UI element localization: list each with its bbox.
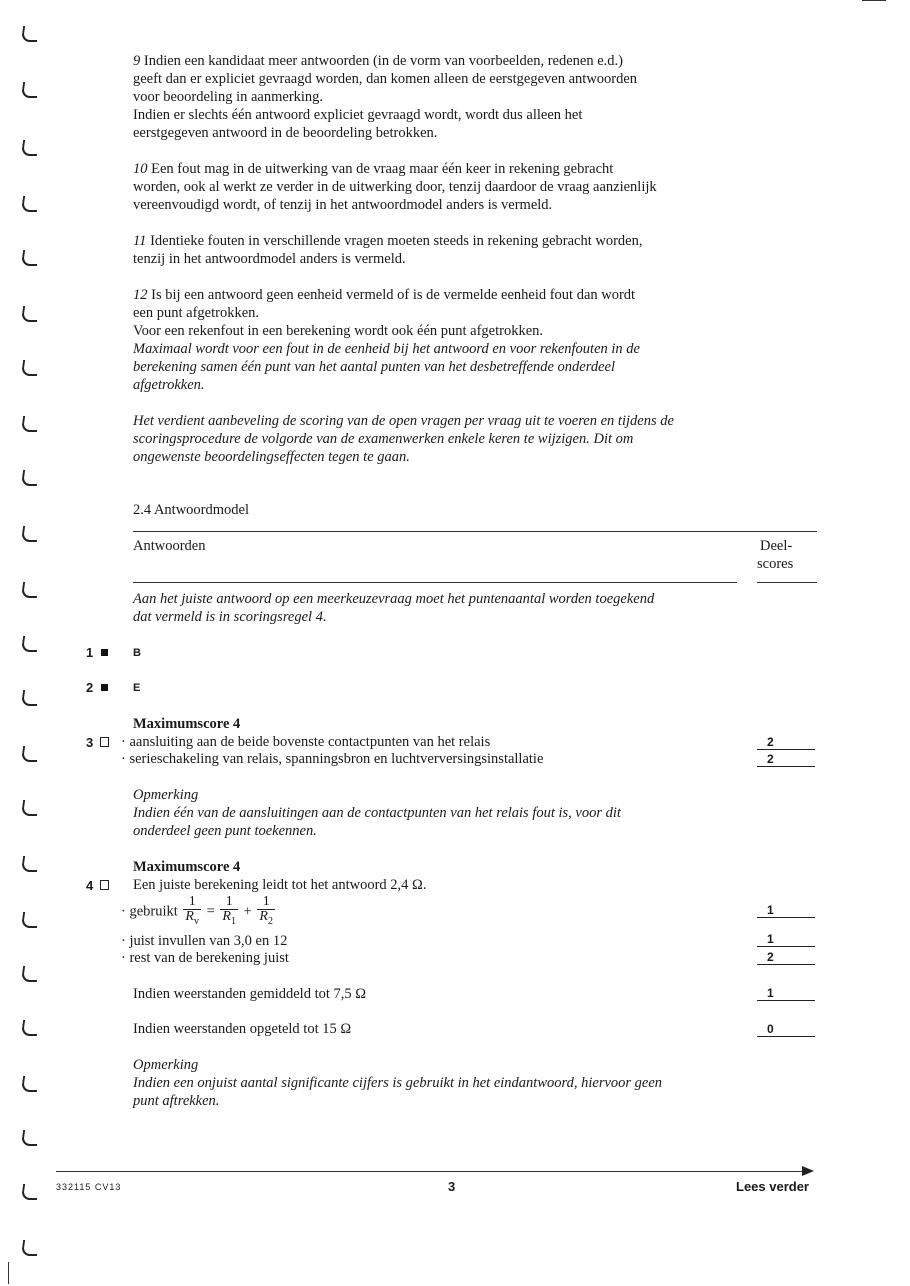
alternative-case: Indien weerstanden opgeteld tot 15 Ω [133, 1021, 352, 1037]
binder-hook-mark [21, 140, 39, 156]
column-header-scores: scores [757, 556, 794, 572]
binder-hook-mark [21, 196, 39, 212]
formula-prefix: · gebruikt [121, 903, 178, 920]
rule-italic-text: berekening samen één punt van het aantal punten van het desbetreffende onderdeel [133, 359, 615, 375]
partial-score: 1 [757, 932, 815, 947]
rule-text: voor beoordeling in aanmerking. [133, 89, 324, 105]
rule-number: 12 [133, 287, 148, 303]
fraction: $\frac{1}{R_2}$ [259, 894, 273, 927]
remark-text: Indien een onjuist aantal significante cijfers is gebruikt in het eindantwoord, hiervoor geen [133, 1075, 663, 1091]
exam-code: 332115 CV13 [56, 1182, 122, 1192]
question-number: 2 [86, 680, 94, 695]
rule-text: tenzij in het antwoordmodel anders is vermeld. [133, 251, 406, 267]
rule-number: 11 [133, 233, 147, 249]
scores-header-rule [757, 582, 817, 583]
binder-hook-mark [21, 526, 39, 542]
scoring-item: · aansluiting aan de beide bovenste contactpunten van het relais [121, 734, 491, 750]
section-title: 2.4 Antwoordmodel [133, 502, 249, 518]
equals-sign: = [206, 903, 215, 920]
rule-italic-text: afgetrokken. [133, 377, 205, 393]
edge-mark [8, 1262, 9, 1284]
advice-text: Het verdient aanbeveling de scoring van de open vragen per vraag uit te voeren en tijdens de [133, 413, 674, 429]
rule-text: Een fout mag in de uitwerking van de vraag maar één keer in rekening gebracht [151, 161, 614, 177]
rule-text: Is bij een antwoord geen eenheid vermeld of is de vermelde eenheid fout dan wordt [151, 287, 636, 303]
rule-text: Indien er slechts één antwoord expliciet gevraagd wordt, wordt dus alleen het [133, 107, 583, 123]
max-score: Maximumscore 4 [133, 859, 241, 875]
column-header-answers: Antwoorden [133, 538, 206, 554]
binder-hook-mark [21, 26, 39, 42]
binder-hook-mark [21, 306, 39, 322]
remark-text: Indien één van de aansluitingen aan de contactpunten van het relais fout is, voor dit [133, 805, 621, 821]
partial-score: 1 [757, 986, 815, 1001]
binder-hook-mark [21, 582, 39, 598]
remark-text: onderdeel geen punt toekennen. [133, 823, 317, 839]
partial-score: 2 [757, 950, 815, 965]
rule-text: geeft dan er expliciet gevraagd worden, dan komen alleen de eerstgegeven antwoorden [133, 71, 638, 87]
rule-text: Identieke fouten in verschillende vragen moeten steeds in rekening gebracht worden, [150, 233, 643, 249]
binder-hook-mark [21, 636, 39, 652]
partial-score: 2 [757, 735, 815, 750]
advice-text: ongewenste beoordelingseffecten tegen te gaan. [133, 449, 410, 465]
answer-intro: Een juiste berekening leidt tot het antwoord 2,4 Ω. [133, 877, 427, 893]
multiple-choice-marker-icon [101, 684, 108, 691]
question-answer: E [133, 682, 141, 694]
mc-note: Aan het juiste antwoord op een meerkeuzevraag moet het puntenaantal worden toegekend [133, 591, 655, 607]
question-number: 3 [86, 735, 94, 750]
page-number: 3 [448, 1179, 456, 1194]
scoring-item: · juist invullen van 3,0 en 12 [121, 933, 288, 949]
question-number: 4 [86, 878, 94, 893]
rule-text: eerstgegeven antwoord in de beoordeling betrokken. [133, 125, 438, 141]
rule-text: vereenvoudigd wordt, of tenzij in het antwoordmodel anders is vermeld. [133, 197, 553, 213]
open-question-marker-icon [100, 737, 109, 747]
column-header-scores: Deel- [760, 538, 793, 554]
fraction: $\frac{1}{R_1}$ [222, 894, 236, 927]
binder-hook-mark [21, 360, 39, 376]
rule-text: Indien een kandidaat meer antwoorden (in de vorm van voorbeelden, redenen e.d.) [143, 53, 623, 69]
rule-number: 10 [133, 161, 148, 177]
remark-title: Opmerking [133, 787, 199, 803]
formula-line [121, 895, 277, 929]
remark-text: punt aftrekken. [133, 1093, 220, 1109]
multiple-choice-marker-icon [101, 649, 108, 656]
partial-score: 2 [757, 752, 815, 767]
table-top-rule [133, 531, 817, 532]
binder-hook-mark [21, 856, 39, 872]
binder-hook-mark [21, 912, 39, 928]
partial-score: 0 [757, 1022, 815, 1037]
fraction: $\frac{1}{R_v}$ [185, 894, 199, 927]
binder-hook-mark [21, 800, 39, 816]
partial-score: 1 [757, 903, 815, 918]
rule-italic-text: Maximaal wordt voor een fout in de eenheid bij het antwoord en voor rekenfouten in de [133, 341, 640, 357]
advice-text: scoringsprocedure de volgorde van de examenwerken enkele keren te wijzigen. Dit om [133, 431, 634, 447]
binder-hook-mark [21, 1184, 39, 1200]
binder-hook-mark [21, 1240, 39, 1256]
binder-hook-mark [21, 690, 39, 706]
plus-sign: + [243, 903, 252, 920]
binder-hook-mark [21, 250, 39, 266]
mc-note: dat vermeld is in scoringsregel 4. [133, 609, 327, 625]
binder-hook-mark [21, 746, 39, 762]
arrow-right-icon [802, 1166, 814, 1176]
binder-hook-mark [21, 1076, 39, 1092]
binder-hook-mark [21, 470, 39, 486]
edge-mark [862, 0, 886, 1]
binder-hook-mark [21, 1130, 39, 1146]
question-number: 1 [86, 645, 94, 660]
binder-hook-mark [21, 1020, 39, 1036]
max-score: Maximumscore 4 [133, 716, 241, 732]
scoring-item: · serieschakeling van relais, spanningsbron en luchtverversingsinstallatie [121, 751, 544, 767]
rule-number: 9 [133, 53, 141, 69]
remark-title: Opmerking [133, 1057, 199, 1073]
open-question-marker-icon [100, 880, 109, 890]
binder-hook-mark [21, 966, 39, 982]
footer-rule [56, 1171, 806, 1172]
alternative-case: Indien weerstanden gemiddeld tot 7,5 Ω [133, 986, 367, 1002]
next-page-label: Lees verder [736, 1179, 809, 1194]
question-answer: B [133, 647, 141, 659]
binder-hook-mark [21, 82, 39, 98]
rule-text: een punt afgetrokken. [133, 305, 260, 321]
rule-text: worden, ook al werkt ze verder in de uitwerking door, tenzij daardoor de vraag aanzienlijk [133, 179, 657, 195]
answers-header-rule [133, 582, 737, 583]
scoring-item: · rest van de berekening juist [121, 950, 289, 966]
rule-text: Voor een rekenfout in een berekening wordt ook één punt afgetrokken. [133, 323, 544, 339]
binder-hook-mark [21, 416, 39, 432]
